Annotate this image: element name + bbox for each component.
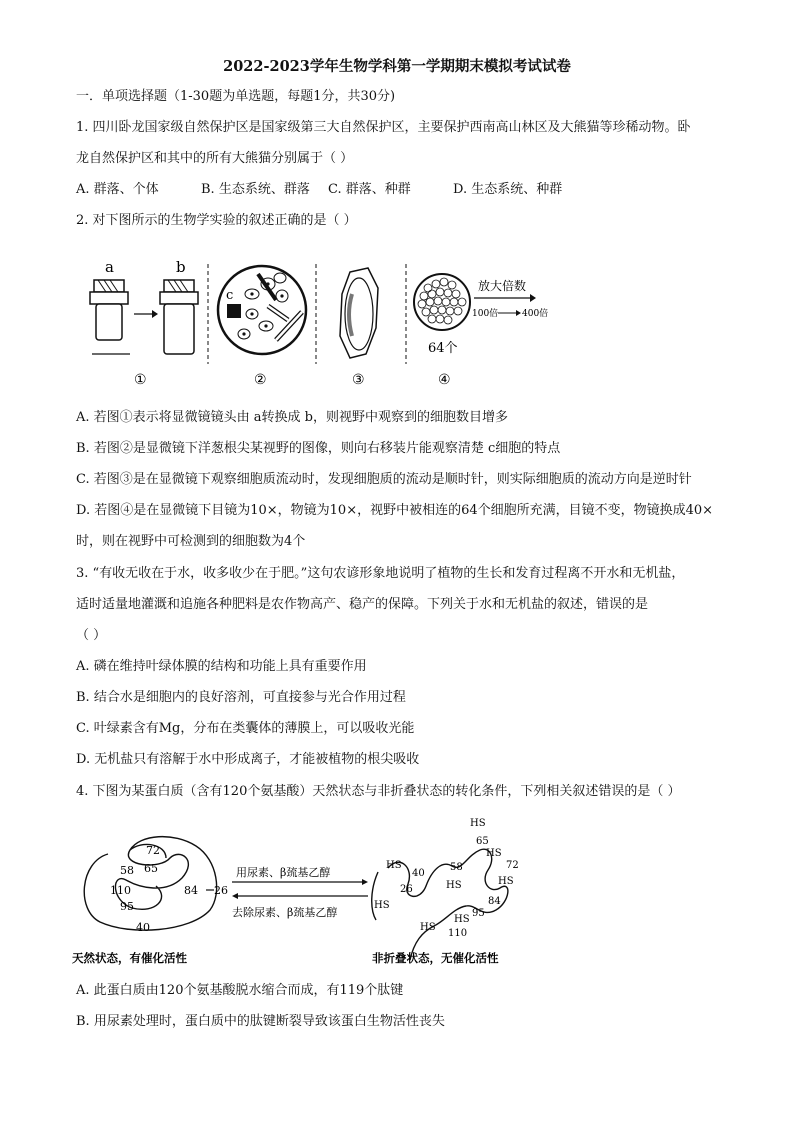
fig-panel-1-label: ① [134,372,147,388]
mag-to: 400倍 [522,309,549,319]
unfolded-caption: 非折叠状态，无催化活性 [372,951,499,965]
q2-option-d-line2: 时，则在视野中可检测到的细胞数为4个 [76,534,306,549]
native-caption: 天然状态，有催化活性 [72,951,187,965]
unfolded-res-26: 26 [400,884,413,895]
q3-option-b: B. 结合水是细胞内的良好溶剂，可直接参与光合作用过程 [76,690,406,705]
fig-panel-4-label: ④ [438,372,451,388]
q1-option-a: A. 群落、个体 [76,182,159,197]
q2-figure [80,254,560,394]
q3-option-d: D. 无机盐只有溶解于水中形成离子，才能被植物的根尖吸收 [76,752,420,767]
objective-b-body [164,304,194,354]
section-heading: 一．单项选择题（1-30题为单选题，每题1分，共30分) [76,89,396,104]
q4-figure [70,810,540,970]
native-res-110: 110 [110,884,131,897]
q1-option-d: D. 生态系统、种群 [453,182,563,197]
objective-a-body [96,304,122,340]
hs-group: HS [470,818,486,829]
objective-a-top [94,280,124,292]
fig-label-a: a [105,258,114,276]
unfolded-res-65: 65 [476,836,489,847]
unfolded-res-110: 110 [448,928,468,939]
unfolded-res-72: 72 [506,860,519,871]
q1-stem-line1: 1. 四川卧龙国家级自然保护区是国家级第三大自然保护区，主要保护西南高山林区及大熊猫等珍稀动物。卧 [76,120,691,135]
hs-group: HS [454,914,470,925]
mag-from: 100倍 [472,309,499,319]
q2-option-c: C. 若图③是在显微镜下观察细胞质流动时，发现细胞质的流动是顺时针，则实际细胞质的流动方向是逆时针 [76,472,692,487]
q1-stem-line2: 龙自然保护区和其中的所有大熊猫分别属于（ ） [76,151,354,166]
native-res-95: 95 [120,900,134,913]
q3-option-c: C. 叶绿素含有Mg，分布在类囊体的薄膜上，可以吸收光能 [76,721,415,736]
fig-label-c: c [226,288,234,303]
hs-group: HS [374,900,390,911]
mag-title: 放大倍数 [478,279,527,293]
arrow-icon [530,294,536,302]
hs-group: HS [498,876,514,887]
q1-option-b: B. 生态系统、群落 [201,182,310,197]
native-res-84: 84 [184,884,198,897]
native-res-26: 26 [214,884,228,897]
q3-stem-line1: 3. “有收无收在于水，收多收少在于肥。”这句农谚形象地说明了植物的生长和发育过程离不开水和无机盐， [76,566,685,581]
unfolded-res-84: 84 [488,896,501,907]
unfolded-res-40: 40 [412,868,425,879]
q3-stem-line2: 适时适量地灌溉和追施各种肥料是农作物高产、稳产的保障。下列关于水和无机盐的叙述，错误的是 [76,597,649,612]
cell-count: 64个 [428,341,458,356]
q4-option-a: A. 此蛋白质由120个氨基酸脱水缩合而成，有119个肽键 [76,983,404,998]
q4-option-b: B. 用尿素处理时，蛋白质中的肽键断裂导致该蛋白生物活性丧失 [76,1014,445,1029]
hs-group: HS [386,860,402,871]
q2-option-a: A. 若图①表示将显微镜镜头由 a转换成 b，则视野中观察到的细胞数目增多 [76,410,508,425]
q2-stem: 2. 对下图所示的生物学实验的叙述正确的是（ ） [76,213,357,228]
hs-group: HS [420,922,436,933]
hs-group: HS [446,880,462,891]
q3-stem-line3: （ ） [76,628,107,643]
fig-panel-2-label: ② [254,372,267,388]
q2-option-b: B. 若图②是显微镜下洋葱根尖某视野的图像，则向右移装片能观察清楚 c细胞的特点 [76,441,561,456]
q4-stem: 4. 下图为某蛋白质（含有120个氨基酸）天然状态与非折叠状态的转化条件，下列相关叙述错误的是（ ） [76,784,681,799]
forward-condition: 用尿素、β巯基乙醇 [236,866,331,879]
native-res-65: 65 [144,862,158,875]
fig-label-b: b [176,258,186,276]
unfolded-res-58: 58 [450,862,463,873]
hs-group: HS [486,848,502,859]
q3-option-a: A. 磷在维持叶绿体膜的结构和功能上具有重要作用 [76,659,367,674]
fig-panel-3-label: ③ [352,372,365,388]
page-title: 2022-2023学年生物学科第一学期期末模拟考试试卷 [223,58,571,75]
native-res-72: 72 [146,844,160,857]
q1-option-c: C. 群落、种群 [328,182,411,197]
q2-option-d-line1: D. 若图④是在显微镜下目镜为10×，物镜为10×，视野中被相连的64个细胞所充满，目镜不变，物镜换成40× [76,503,714,518]
native-res-40: 40 [136,921,150,934]
native-res-58: 58 [120,864,134,877]
unfolded-res-95: 95 [472,908,485,919]
reverse-condition: 去除尿素、β巯基乙醇 [232,906,338,919]
